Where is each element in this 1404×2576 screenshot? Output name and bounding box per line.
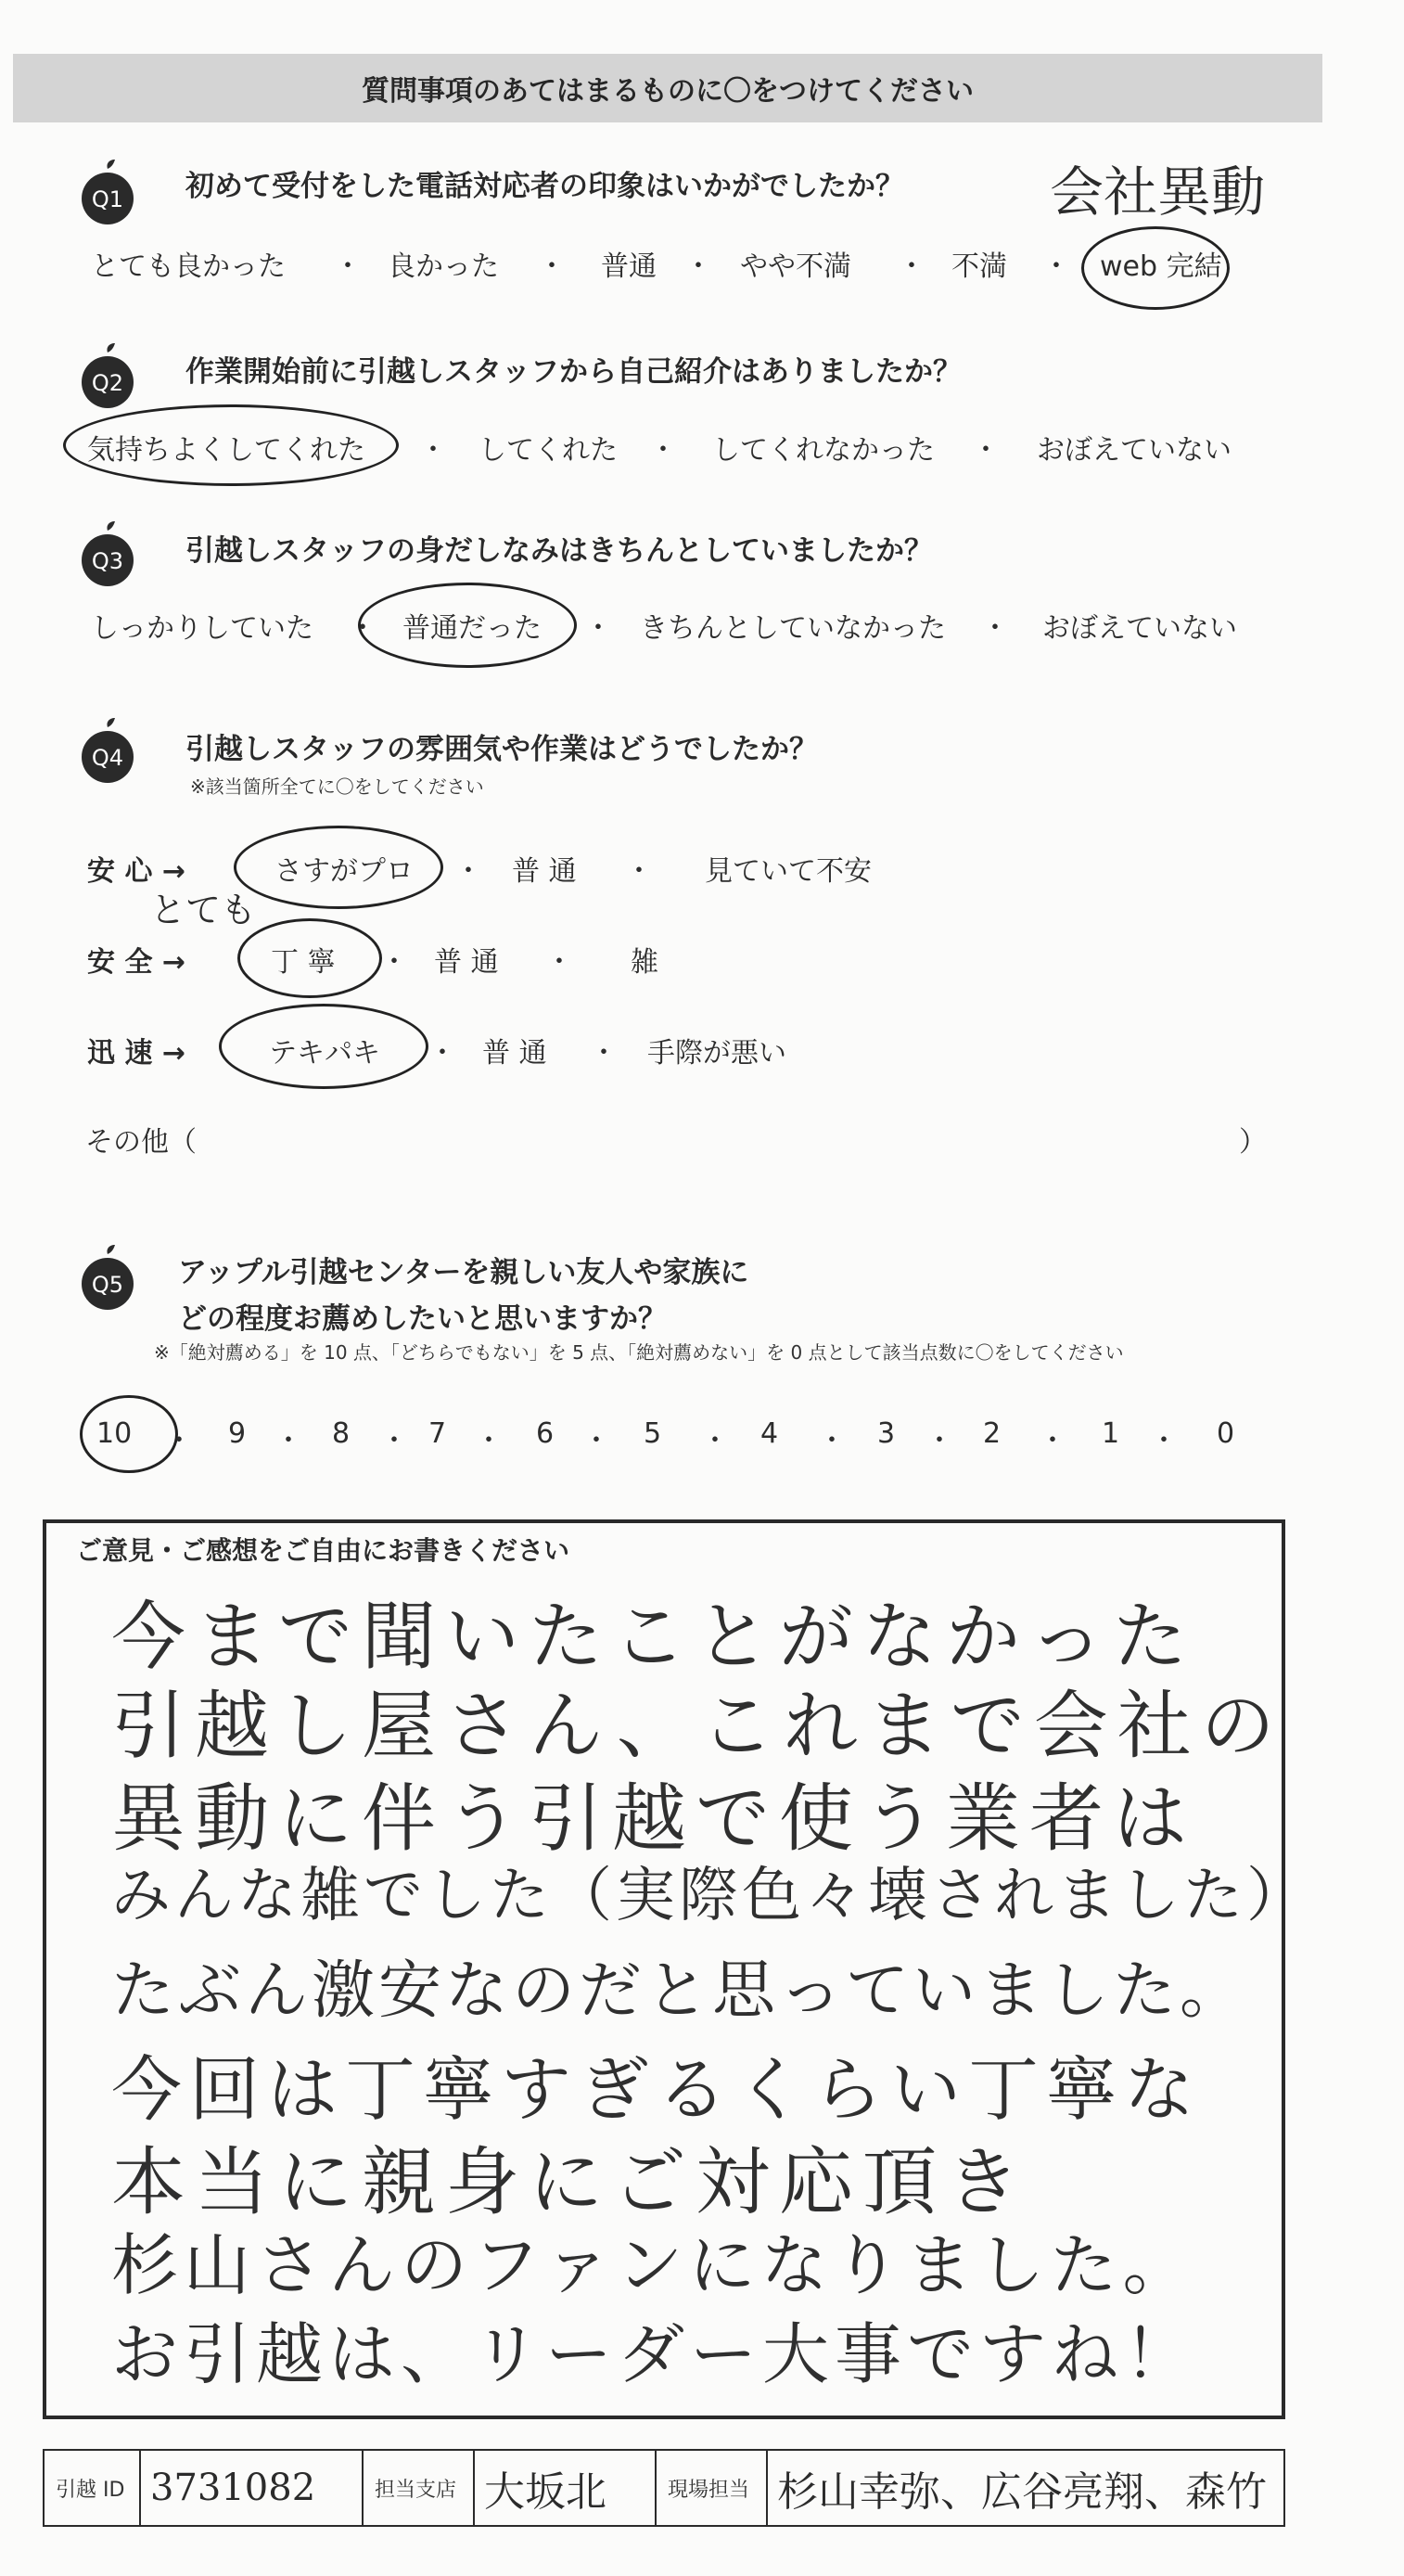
q5-badge-label: Q5 [91, 1272, 124, 1298]
q3-option-1[interactable]: しっかりしていた [91, 612, 313, 645]
separator-dot: ・ [584, 612, 612, 645]
comment-line-3: 異動に伴う引越で使う業者は [111, 1775, 1196, 1862]
separator-dot: ・ [165, 1425, 193, 1457]
q2-option-1[interactable]: 気持ちよくしてくれた [87, 434, 365, 467]
q4-badge-label: Q4 [91, 745, 124, 771]
q2-option-2[interactable]: してくれた [479, 434, 618, 467]
separator-dot: ・ [274, 1425, 302, 1457]
separator-dot: ・ [625, 855, 653, 888]
staff-label-cell [657, 2451, 768, 2525]
instructions-header: 質問事項のあてはまるものに〇をつけてください [13, 54, 1322, 122]
q1-option-4[interactable]: やや不満 [740, 250, 851, 283]
q4-row-label-speed: 迅 速 → [87, 1037, 186, 1070]
q2-badge-label: Q2 [91, 370, 124, 396]
q4-note: ※該当箇所全てに〇をしてください [190, 775, 484, 798]
q4-speed-option-3[interactable]: 手際が悪い [647, 1037, 786, 1070]
q4-safety-option-3[interactable]: 雑 [631, 946, 658, 979]
move-id-value-cell [141, 2451, 364, 2525]
separator-dot: ・ [972, 434, 1000, 467]
separator-dot: ・ [454, 855, 482, 888]
separator-dot: ・ [1150, 1425, 1178, 1457]
separator-dot: ・ [1042, 250, 1070, 283]
separator-dot: ・ [475, 1425, 503, 1457]
q5-score-1[interactable]: 1 [1102, 1417, 1120, 1450]
q5-question-line2: どの程度お薦めしたいと思いますか？ [178, 1302, 667, 1336]
q4-relief-option-1[interactable]: さすがプロ [274, 855, 414, 888]
staff-value: 杉山幸弥、広谷亮翔、森竹 [777, 2468, 1267, 2516]
q3-option-2[interactable]: 普通だった [402, 612, 542, 645]
q2-option-3[interactable]: してくれなかった [712, 434, 935, 467]
separator-dot: ・ [380, 946, 408, 979]
q5-question-line1: アップル引越センターを親しい友人や家族に [178, 1256, 749, 1289]
separator-dot: ・ [649, 434, 677, 467]
separator-dot: ・ [419, 434, 447, 467]
q4-row-label-relief: 安 心 → [87, 855, 186, 888]
separator-dot: ・ [334, 250, 362, 283]
separator-dot: ・ [380, 1425, 408, 1457]
q5-score-2[interactable]: 2 [983, 1417, 1002, 1450]
q4-question: 引越しスタッフの雰囲気や作業はどうでしたか？ [185, 733, 818, 766]
staff-label: 現場担当 [668, 2478, 750, 2502]
q3-option-3[interactable]: きちんとしていなかった [640, 612, 946, 645]
branch-value-cell [475, 2451, 657, 2525]
q1-question: 初めて受付をした電話対応者の印象はいかがでしたか？ [185, 170, 904, 203]
comment-line-8: 杉山さんのファンになりました。 [111, 2226, 1195, 2304]
q1-option-2[interactable]: 良かった [388, 250, 499, 283]
apple-q5-icon [72, 1243, 143, 1314]
q3-option-4[interactable]: おぼえていない [1042, 612, 1237, 645]
apple-q2-icon [72, 341, 143, 412]
separator-dot: ・ [538, 250, 566, 283]
q4-other-close: ） [1239, 1126, 1267, 1159]
staff-value-cell [768, 2451, 1283, 2525]
branch-value: 大坂北 [484, 2468, 606, 2516]
apple-q1-icon [72, 158, 143, 228]
separator-dot: ・ [701, 1425, 729, 1457]
q1-badge-label: Q1 [91, 186, 124, 212]
comment-line-1: 今まで聞いたことがなかった [111, 1594, 1196, 1680]
separator-dot: ・ [582, 1425, 610, 1457]
q5-score-6[interactable]: 6 [536, 1417, 555, 1450]
q5-score-7[interactable]: 7 [428, 1417, 447, 1450]
q5-score-3[interactable]: 3 [877, 1417, 896, 1450]
q4-row-label-safety: 安 全 → [87, 946, 186, 979]
separator-dot: ・ [684, 250, 712, 283]
comment-line-9: お引越は、リーダー大事ですね！ [111, 2315, 1197, 2393]
q4-speed-option-1[interactable]: テキパキ [269, 1037, 380, 1070]
q2-option-4[interactable]: おぼえていない [1037, 434, 1232, 467]
move-id-value: 3731082 [150, 2467, 316, 2509]
q3-question: 引越しスタッフの身だしなみはきちんとしていましたか？ [185, 534, 933, 568]
q5-score-9[interactable]: 9 [228, 1417, 247, 1450]
comment-line-5: たぶん激安なのだと思っていました。 [111, 1954, 1247, 2028]
separator-dot: ・ [818, 1425, 846, 1457]
q2-question: 作業開始前に引越しスタッフから自己紹介はありましたか？ [185, 355, 962, 389]
q5-score-8[interactable]: 8 [332, 1417, 351, 1450]
q5-score-4[interactable]: 4 [760, 1417, 779, 1450]
apple-q3-icon [72, 519, 143, 590]
q4-speed-option-2[interactable]: 普 通 [482, 1037, 547, 1070]
separator-dot: ・ [898, 250, 925, 283]
comment-title: ご意見・ご感想をご自由にお書きください [76, 1535, 570, 1566]
comment-line-7: 本当に親身にご対応頂き [111, 2139, 1029, 2225]
q4-relief-option-2[interactable]: 普 通 [512, 855, 577, 888]
move-id-label-cell [45, 2451, 141, 2525]
comment-line-2: 引越し屋さん、これまで会社の [111, 1683, 1284, 1769]
move-id-label: 引越 ID [56, 2478, 125, 2502]
q4-other-label: その他（ [85, 1126, 197, 1159]
comment-line-6: 今回は丁寧すぎるくらい丁寧な [111, 2048, 1202, 2131]
q4-safety-option-2[interactable]: 普 通 [434, 946, 499, 979]
branch-label: 担当支店 [375, 2478, 457, 2502]
q1-option-5[interactable]: 不満 [951, 250, 1007, 283]
separator-dot: ・ [1039, 1425, 1066, 1457]
separator-dot: ・ [428, 1037, 456, 1070]
q1-option-1[interactable]: とても良かった [91, 250, 286, 283]
q4-handwritten-totemo: とても [150, 890, 257, 930]
q5-score-10[interactable]: 10 [96, 1417, 133, 1450]
branch-label-cell [364, 2451, 475, 2525]
separator-dot: ・ [590, 1037, 618, 1070]
footer-table [43, 2449, 1285, 2527]
separator-dot: ・ [925, 1425, 953, 1457]
apple-q4-icon [72, 716, 143, 787]
q4-safety-option-1[interactable]: 丁 寧 [271, 946, 336, 979]
separator-dot: ・ [545, 946, 573, 979]
q5-note: ※「絶対薦める」を 10 点、「どちらでもない」を 5 点、「絶対薦めない」を 0 点として該当点数に〇をしてください [154, 1341, 1124, 1364]
q5-score-0[interactable]: 0 [1217, 1417, 1235, 1450]
q1-option-6[interactable]: web 完結 [1100, 250, 1222, 283]
q1-handwritten-note: 会社異動 [1050, 160, 1266, 224]
separator-dot: ・ [349, 612, 377, 645]
q5-score-5[interactable]: 5 [644, 1417, 662, 1450]
q1-option-3[interactable]: 普通 [601, 250, 657, 283]
separator-dot: ・ [981, 612, 1009, 645]
q3-badge-label: Q3 [91, 548, 124, 574]
comment-line-4: みんな雑でした（実際色々壊されました） [111, 1862, 1309, 1930]
q4-relief-option-3[interactable]: 見ていて不安 [705, 855, 872, 888]
